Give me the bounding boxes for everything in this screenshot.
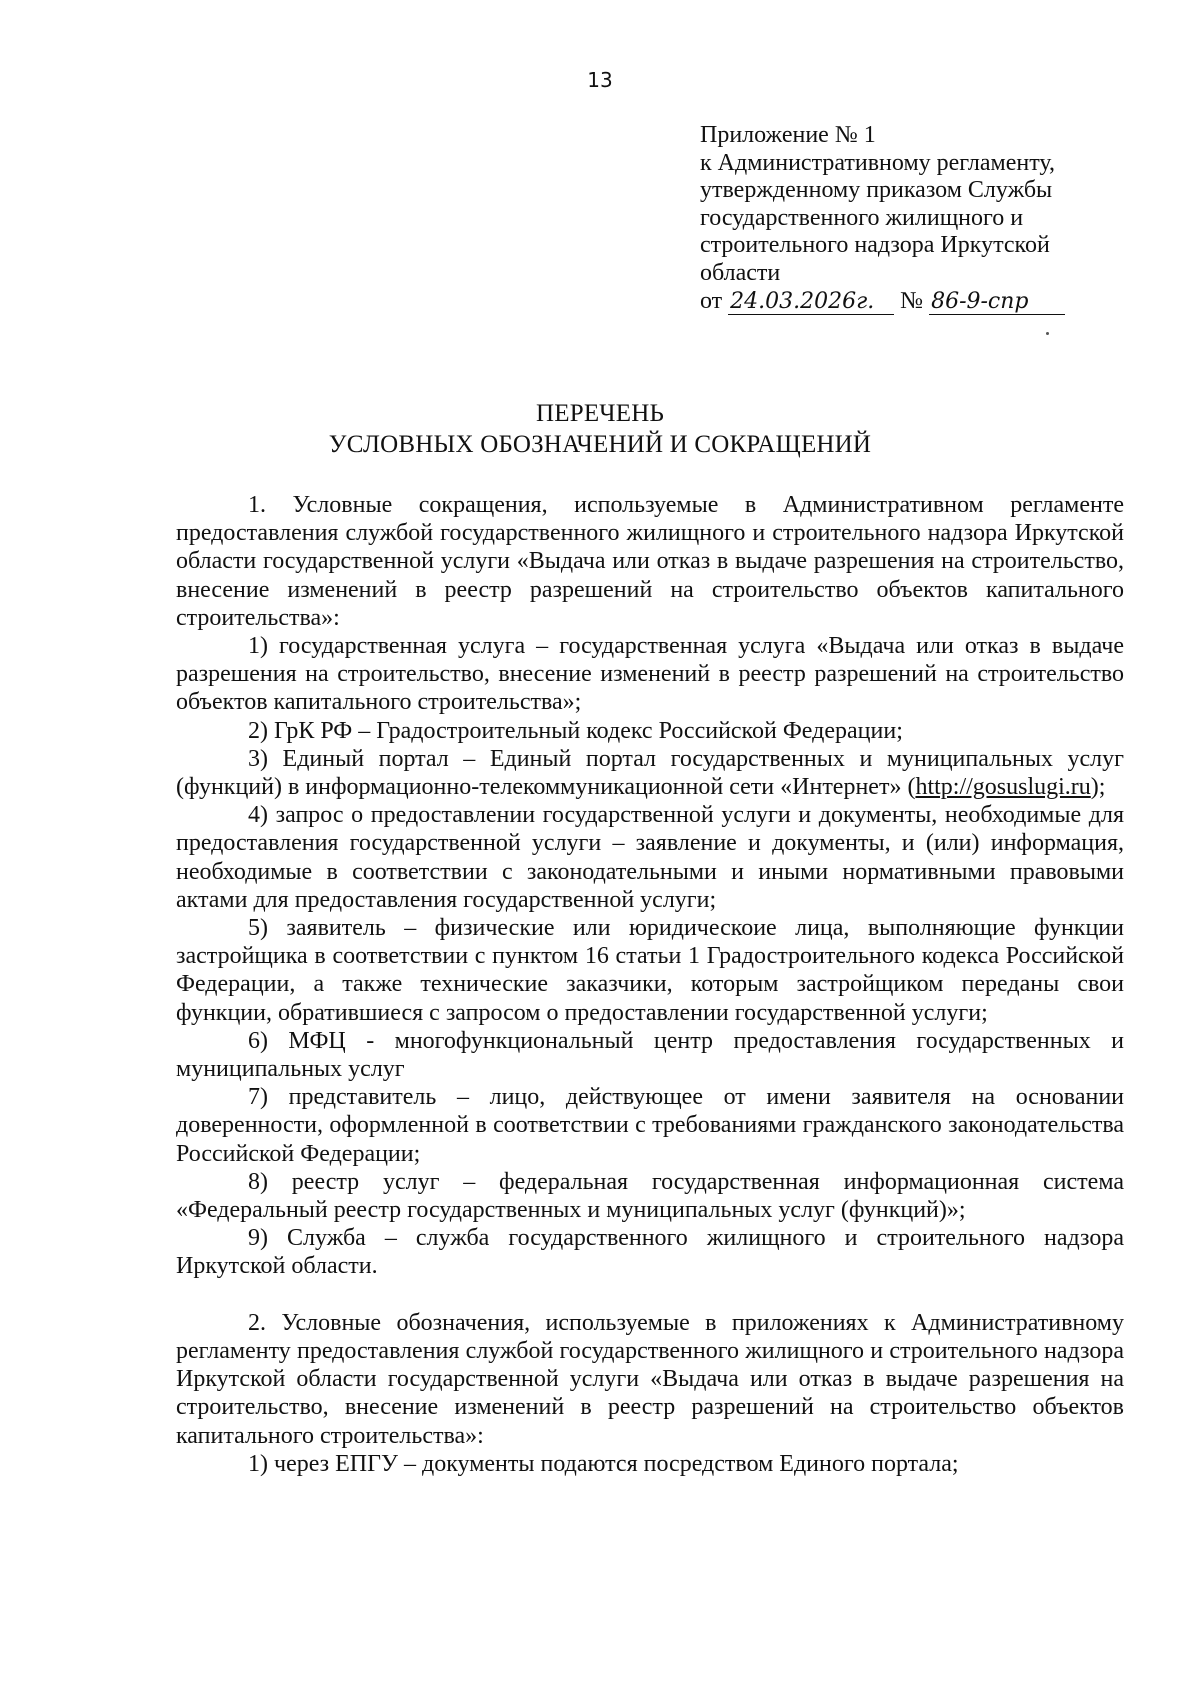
item3-end: ); xyxy=(1090,774,1106,801)
handwritten-date: 24.03.2026г. xyxy=(728,290,894,315)
gosuslugi-link[interactable]: http://gosuslugi.ru xyxy=(915,774,1091,801)
section1-item-3 xyxy=(176,745,1124,801)
item3-text: 3) Единый портал – Единый портал государственных и муниципальных услуг (функций) в информационно-телекоммуникационной сети «Интернет» ( xyxy=(176,745,1124,801)
section1-intro: 1. Условные сокращения, используемые в Административном регламенте предоставления службой государственного жилищного и строительного надзора Иркутской области государственной услуги «Выдача или отказ в выдаче разрешения на строительство, внесение изменений в реестр разрешений на строительство объектов капитального строительства»: xyxy=(176,492,1124,631)
section1-item-2: 2) ГрК РФ – Градостроительный кодекс Российской Федерации; xyxy=(248,717,903,744)
page-number: 13 xyxy=(587,68,613,92)
section2-item-1: 1) через ЕПГУ – документы подаются посредством Единого портала; xyxy=(248,1450,959,1477)
scan-speck xyxy=(1046,332,1049,335)
handwritten-order-number: 86-9-спр xyxy=(929,290,1065,315)
number-label: № xyxy=(900,287,924,314)
section1-item-8: 8) реестр услуг – федеральная государственная информационная система «Федеральный реестр государственных и муниципальных услуг (функций)»; xyxy=(176,1168,1124,1224)
section1-item-1: 1) государственная услуга – государственная услуга «Выдача или отказ в выдаче разрешения на строительство, внесение изменений в реестр разрешений на строительство объектов капитального строительства»; xyxy=(176,633,1124,716)
title-line-1: ПЕРЕЧЕНЬ xyxy=(535,400,665,427)
order-date-number-line xyxy=(700,288,1140,316)
appendix-line: государственного жилищного и xyxy=(700,204,1024,231)
document-body xyxy=(176,491,1124,1478)
section2-intro: 2. Условные обозначения, используемые в приложениях к Административному регламенту предоставления службой государственного жилищного и строительного надзора Иркутской области государственной услуги «Выдача или отказ в выдаче разрешения на строительство, внесение изменений в реестр разрешений на строительство объектов капитального строительства»: xyxy=(176,1309,1124,1449)
section1-item-5: 5) заявитель – физические или юридическоие лица, выполняющие функции застройщика в соответствии с пунктом 16 статьи 1 Градостроительного кодекса Российской Федерации, а также технические заказчики, которым застройщиком переданы свои функции, обратившиеся с запросом о предоставлении государственной услуги; xyxy=(176,915,1124,1026)
document-title xyxy=(0,398,1200,460)
section1-item-7: 7) представитель – лицо, действующее от имени заявителя на основании доверенности, оформленной в соответствии с требованиями гражданского законодательства Российской Федерации; xyxy=(176,1084,1124,1167)
appendix-line: строительного надзора Иркутской xyxy=(700,232,1050,259)
section1-item-9: 9) Служба – служба государственного жилищного и строительного надзора Иркутской области. xyxy=(176,1225,1124,1280)
appendix-line: утвержденному приказом Службы xyxy=(700,177,1053,204)
section1-item-4: 4) запрос о предоставлении государственной услуги и документы, необходимые для предоставления государственной услуги – заявление и документы, и (или) информация, необходимые в соответствии с законодательными и иными нормативными правовыми актами для предоставления государственной услуги; xyxy=(176,802,1124,913)
appendix-line: Приложение № 1 xyxy=(700,122,876,148)
appendix-line: области xyxy=(700,259,781,286)
section1-item-6: 6) МФЦ - многофункциональный центр предоставления государственных и муниципальных услуг xyxy=(176,1027,1124,1083)
appendix-header xyxy=(700,122,1140,315)
title-line-2: УСЛОВНЫХ ОБОЗНАЧЕНИЙ И СОКРАЩЕНИЙ xyxy=(328,431,872,458)
appendix-line: к Административному регламенту, xyxy=(700,149,1055,176)
from-label: от xyxy=(700,287,723,314)
